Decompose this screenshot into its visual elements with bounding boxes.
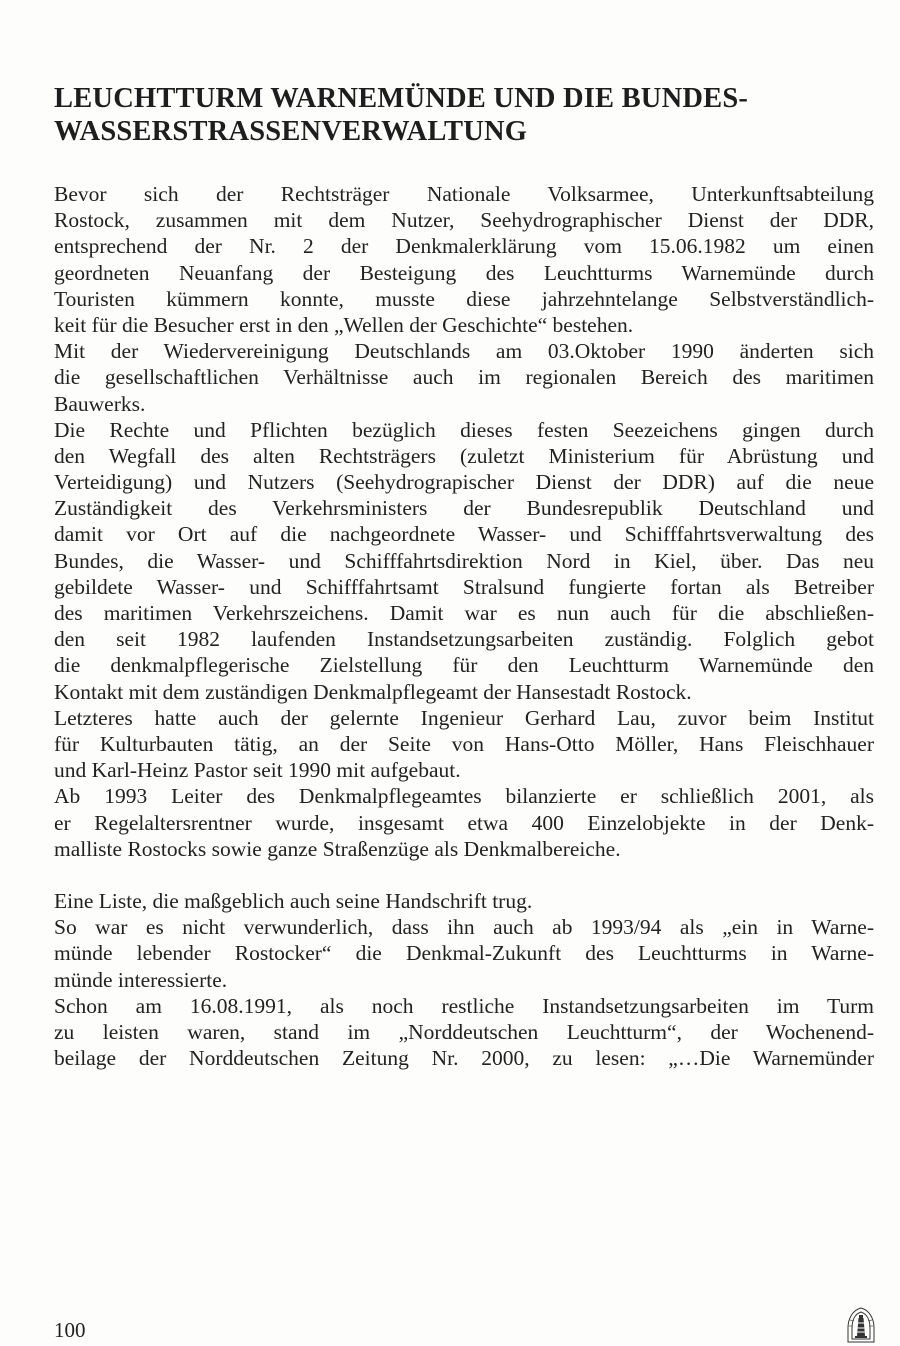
body-line: für Kulturbauten tätig, an der Seite von Hans-Otto Möller, Hans Fleischhauer (54, 731, 874, 756)
body-line: des maritimen Verkehrszeichens. Damit war es nun auch für die abschließen- (54, 601, 874, 625)
page-number: 100 (54, 1318, 86, 1342)
body-line: Die Rechte und Pflichten bezüglich dieses festen Seezeichens gingen durch (54, 417, 874, 442)
body-line: den seit 1982 laufenden Instandsetzungsarbeiten zuständig. Folglich gebot (54, 627, 874, 652)
body-line: die gesellschaftlichen Verhältnisse auch im regionalen Bereich des maritimen (54, 365, 874, 390)
body-line: er Regelaltersrentner wurde, insgesamt etwa 400 Einzelobjekte in der Denk- (54, 810, 874, 835)
body-text (54, 181, 874, 1071)
body-line: münde interessierte. (54, 967, 228, 992)
body-line: und Karl-Heinz Pastor seit 1990 mit aufgebaut. (54, 758, 461, 783)
body-line: So war es nicht verwunderlich, dass ihn auch ab 1993/94 als „ein in Warne- (54, 915, 874, 940)
body-line: die denkmalpflegerische Zielstellung für den Leuchtturm Warnemünde den (54, 653, 874, 678)
body-line: gebildete Wasser- und Schifffahrtsamt Stralsund fungierte fortan als Betreiber (54, 574, 874, 599)
body-line: Eine Liste, die maßgeblich auch seine Handschrift trug. (54, 889, 533, 914)
body-line: Zuständigkeit des Verkehrsministers der Bundesrepublik Deutschland und (54, 496, 874, 521)
body-line: Rostock, zusammen mit dem Nutzer, Seehydrographischer Dienst der DDR, (54, 208, 874, 233)
body-line: geordneten Neuanfang der Besteigung des Leuchtturms Warnemünde durch (54, 260, 874, 285)
chapter-heading (54, 82, 854, 148)
body-line: zu leisten waren, stand im „Norddeutschen Leuchtturm“, der Wochenend- (54, 1020, 874, 1044)
body-line: beilage der Norddeutschen Zeitung Nr. 2000, zu lesen: „…Die Warnemünder (54, 1046, 874, 1071)
heading-line-2: WASSERSTRASSENVERWALTUNG (54, 116, 528, 147)
body-line: Letzteres hatte auch der gelernte Ingenieur Gerhard Lau, zuvor beim Institut (54, 705, 874, 730)
body-line: Ab 1993 Leiter des Denkmalpflegeamtes bilanzierte er schließlich 2001, als (54, 784, 874, 809)
body-line: münde lebender Rostocker“ die Denkmal-Zukunft des Leuchtturms in Warne- (54, 941, 874, 966)
body-line: keit für die Besucher erst in den „Wellen der Geschichte“ bestehen. (54, 312, 634, 337)
body-line: Bundes, die Wasser- und Schifffahrtsdirektion Nord in Kiel, über. Das neu (54, 548, 874, 573)
body-line: Verteidigung) und Nutzers (Seehydrograpischer Dienst der DDR) auf die neue (54, 470, 874, 495)
paragraph-gap (54, 862, 874, 888)
body-line: Schon am 16.08.1991, als noch restliche Instandsetzungsarbeiten im Turm (54, 993, 874, 1018)
body-line: Bevor sich der Rechtsträger Nationale Volksarmee, Unterkunftsabteilung (54, 182, 874, 206)
body-line: entsprechend der Nr. 2 der Denkmalerklärung vom 15.06.1982 um einen (54, 234, 874, 259)
lighthouse-emblem-icon (844, 1306, 878, 1344)
body-line: Kontakt mit dem zuständigen Denkmalpflegeamt der Hansestadt Rostock. (54, 679, 692, 704)
body-line: damit vor Ort auf die nachgeordnete Wasser- und Schifffahrtsverwaltung des (54, 522, 874, 547)
body-line: Touristen kümmern konnte, musste diese jahrzehntelange Selbstverständlich- (54, 286, 874, 311)
body-line: malliste Rostocks sowie ganze Straßenzüge als Denkmalbereiche. (54, 836, 621, 861)
heading-line-1: LEUCHTTURM WARNEMÜNDE UND DIE BUNDES- (54, 83, 749, 114)
body-line: den Wegfall des alten Rechtsträgers (zuletzt Ministerium für Abrüstung und (54, 443, 874, 468)
body-line: Bauwerks. (54, 391, 146, 416)
body-line: Mit der Wiedervereinigung Deutschlands am 03.Oktober 1990 änderten sich (54, 339, 874, 364)
